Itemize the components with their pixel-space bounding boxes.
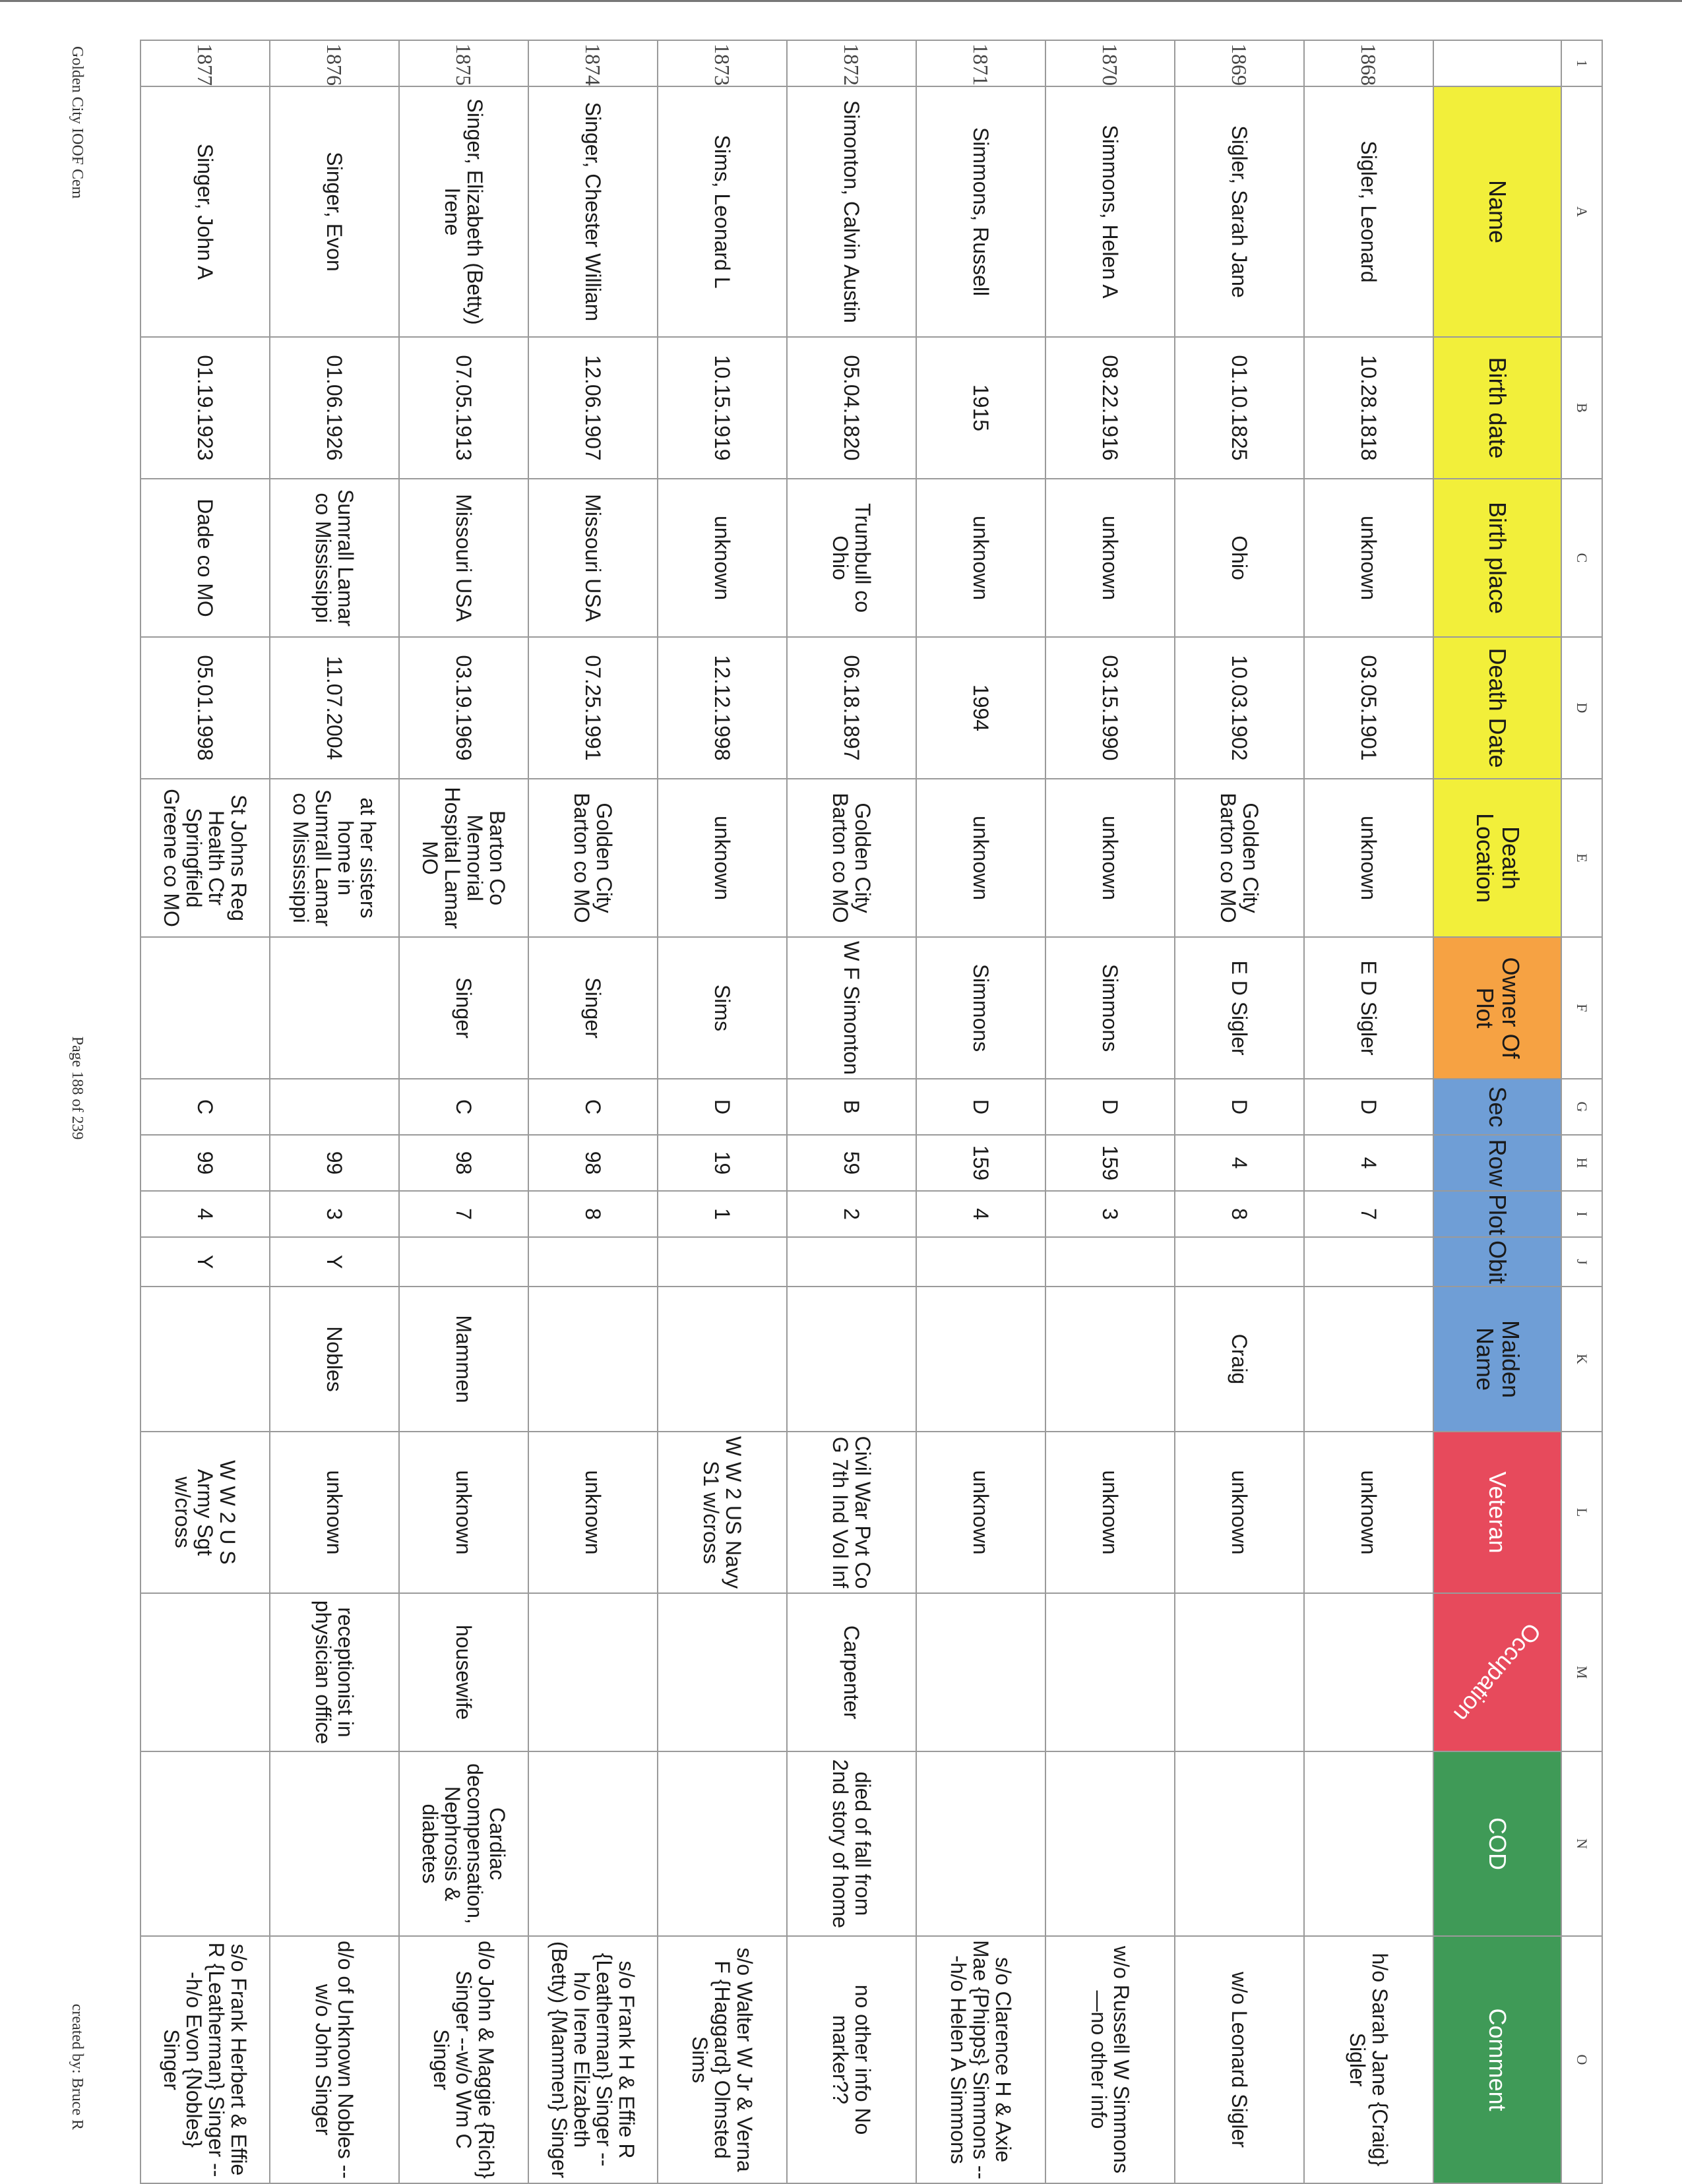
cell-sec [270,1079,399,1135]
cell-obit [1175,1237,1304,1287]
cell-death-location: unknown [916,779,1045,937]
cell-death-location: Barton Co Memorial Hospital Lamar MO [399,779,528,937]
header-veteran: Veteran [1433,1432,1561,1593]
cell-sec: C [140,1079,270,1135]
cell-row: 99 [140,1135,270,1191]
row-number: 1870 [1045,40,1175,86]
cell-owner: Simmons [916,937,1045,1079]
row-number: 1875 [399,40,528,86]
cell-birth-date: 01.06.1926 [270,337,399,479]
cell-occupation [916,1593,1045,1751]
header-owner-of-plot: Owner Of Plot [1433,937,1561,1079]
cell-owner: W F Simonton [787,937,916,1079]
cell-maiden: Craig [1175,1287,1304,1432]
cell-birth-place: Ohio [1175,479,1304,637]
cell-cod [658,1751,787,1936]
cell-comment: d/o of Unknown Nobles --w/o John Singer [270,1936,399,2183]
cell-obit: Y [140,1237,270,1287]
cell-plot: 1 [658,1191,787,1237]
cell-cod [270,1751,399,1936]
cell-birth-place: Sumrall Lamar co Mississippi [270,479,399,637]
column-letter: M [1561,1593,1602,1751]
cell-plot: 7 [399,1191,528,1237]
cell-occupation [140,1593,270,1751]
cell-cod: Cardiac decompensation, Nephrosis & diabetes [399,1751,528,1936]
cell-death-location: at her sisters home in Sumrall Lamar co Mississippi [270,779,399,937]
cell-veteran: unknown [1175,1432,1304,1593]
cell-birth-place: Missouri USA [399,479,528,637]
cell-owner: Singer [528,937,658,1079]
column-letter: I [1561,1191,1602,1237]
cell-occupation [1175,1593,1304,1751]
cell-birth-place: unknown [1045,479,1175,637]
cell-maiden [658,1287,787,1432]
footer-credit: created by: Bruce R [69,2003,86,2130]
cell-name: Simmons, Russell [916,86,1045,337]
cell-birth-place: unknown [658,479,787,637]
row-number: 1872 [787,40,916,86]
cell-name: Singer, John A [140,86,270,337]
cell-death-date: 03.05.1901 [1304,637,1433,779]
cell-sec: D [916,1079,1045,1135]
cell-sec: D [1045,1079,1175,1135]
cell-birth-date: 07.05.1913 [399,337,528,479]
cell-sec: D [1175,1079,1304,1135]
cell-comment: s/o Frank Herbert & Effie R {Leatherman} Singer ---h/o Evon {Nobles} Singer [140,1936,270,2183]
cell-row: 19 [658,1135,787,1191]
cell-death-location: Golden City Barton co MO [787,779,916,937]
cell-obit [399,1237,528,1287]
cell-maiden: Nobles [270,1287,399,1432]
cell-veteran: unknown [916,1432,1045,1593]
cell-maiden [916,1287,1045,1432]
header-row [1433,40,1561,2183]
cell-death-date: 10.03.1902 [1175,637,1304,779]
cell-obit: Y [270,1237,399,1287]
row-number: 1871 [916,40,1045,86]
row-number: 1868 [1304,40,1433,86]
cell-death-date: 03.15.1990 [1045,637,1175,779]
cell-owner: Singer [399,937,528,1079]
header-occupation [1433,1593,1561,1751]
cell-row: 4 [1304,1135,1433,1191]
cell-owner [270,937,399,1079]
header-comment: Comment [1433,1936,1561,2183]
cell-birth-date: 08.22.1916 [1045,337,1175,479]
cell-comment: w/o Russell W Simmons —no other info [1045,1936,1175,2183]
cell-maiden: Mammen [399,1287,528,1432]
cell-name: Singer, Chester William [528,86,658,337]
header-row: Row [1433,1135,1561,1191]
table-row [270,40,399,2183]
cell-row: 159 [916,1135,1045,1191]
cell-cod [916,1751,1045,1936]
cell-obit [787,1237,916,1287]
header-birth-date: Birth date [1433,337,1561,479]
cell-occupation [1304,1593,1433,1751]
cell-comment: d/o John & Maggie {Rich} Singer --w/o Wm C Singer [399,1936,528,2183]
header-cod: COD [1433,1751,1561,1936]
cell-birth-date: 12.06.1907 [528,337,658,479]
row-number: 1874 [528,40,658,86]
cell-cod [528,1751,658,1936]
cell-veteran: unknown [399,1432,528,1593]
cell-name: Singer, Elizabeth (Betty) Irene [399,86,528,337]
cell-name: Sims, Leonard L [658,86,787,337]
footer-page-number: Page 188 of 239 [69,1036,86,1140]
cell-maiden [1045,1287,1175,1432]
cell-sec: C [399,1079,528,1135]
cell-veteran: unknown [270,1432,399,1593]
column-letter: J [1561,1237,1602,1287]
column-letter: E [1561,779,1602,937]
cell-cod [140,1751,270,1936]
column-letter: H [1561,1135,1602,1191]
cell-veteran: W W 2 US Navy S1 w/cross [658,1432,787,1593]
cell-owner: E D Sigler [1304,937,1433,1079]
cell-occupation: housewife [399,1593,528,1751]
cell-veteran: unknown [1045,1432,1175,1593]
cell-death-location: unknown [658,779,787,937]
row-number: 1869 [1175,40,1304,86]
cell-veteran: W W 2 U S Army Sgt w/cross [140,1432,270,1593]
row-number: 1877 [140,40,270,86]
column-letter: F [1561,937,1602,1079]
cell-cod [1175,1751,1304,1936]
cell-veteran: unknown [1304,1432,1433,1593]
cell-birth-place: Missouri USA [528,479,658,637]
cemetery-spreadsheet [140,40,1603,2184]
cell-birth-date: 05.04.1820 [787,337,916,479]
column-letter: C [1561,479,1602,637]
cell-occupation [528,1593,658,1751]
header-death-date: Death Date [1433,637,1561,779]
cell-name: Sigler, Sarah Jane [1175,86,1304,337]
cell-row: 159 [1045,1135,1175,1191]
cell-death-date: 07.25.1991 [528,637,658,779]
header-death-location: Death Location [1433,779,1561,937]
cell-comment: s/o Walter W Jr & Verna F {Haggard} Olmsted Sims [658,1936,787,2183]
cell-comment: s/o Frank H & Effie R {Leatherman} Singer --h/o Irene Elizabeth (Betty) {Mammen} Singer [528,1936,658,2183]
table-row [1045,40,1175,2183]
column-letter: L [1561,1432,1602,1593]
cell-owner: E D Sigler [1175,937,1304,1079]
cell-occupation [658,1593,787,1751]
table-row [399,40,528,2183]
header-plot: Plot [1433,1191,1561,1237]
cell-name: Simonton, Calvin Austin [787,86,916,337]
cell-birth-date: 10.15.1919 [658,337,787,479]
cell-birth-date: 01.19.1923 [140,337,270,479]
cell-occupation: receptionist in physician office [270,1593,399,1751]
cell-sec: B [787,1079,916,1135]
header-maiden-name: Maiden Name [1433,1287,1561,1432]
cell-owner: Simmons [1045,937,1175,1079]
column-letter: N [1561,1751,1602,1936]
column-letter: A [1561,86,1602,337]
header-name: Name [1433,86,1561,337]
cell-owner: Sims [658,937,787,1079]
cell-plot: 4 [916,1191,1045,1237]
cell-obit [916,1237,1045,1287]
cell-cod [1045,1751,1175,1936]
cell-row: 99 [270,1135,399,1191]
cell-birth-place: unknown [1304,479,1433,637]
cell-death-date: 12.12.1998 [658,637,787,779]
table-row [916,40,1045,2183]
cell-plot: 7 [1304,1191,1433,1237]
cell-death-location: Golden City Barton co MO [1175,779,1304,937]
column-letter: B [1561,337,1602,479]
cell-death-date: 03.19.1969 [399,637,528,779]
cell-maiden [787,1287,916,1432]
header-rownum-blank [1433,40,1561,86]
table-row [1304,40,1433,2183]
cell-birth-place: unknown [916,479,1045,637]
cell-plot: 3 [1045,1191,1175,1237]
cell-death-location: unknown [1304,779,1433,937]
cell-comment: h/o Sarah Jane {Craig} Sigler [1304,1936,1433,2183]
cell-death-location: St Johns Reg Health Ctr Springfield Greene co MO [140,779,270,937]
cell-owner [140,937,270,1079]
cell-sec: C [528,1079,658,1135]
corner-cell: 1 [1561,40,1602,86]
cell-death-date: 11.07.2004 [270,637,399,779]
cell-birth-date: 01.10.1825 [1175,337,1304,479]
row-number: 1876 [270,40,399,86]
cell-comment: s/o Clarence H & Axie Mae {Phipps} Simmons ---h/o Helen A Simmons [916,1936,1045,2183]
cell-plot: 2 [787,1191,916,1237]
cell-obit [528,1237,658,1287]
cell-obit [658,1237,787,1287]
column-letter: G [1561,1079,1602,1135]
cell-death-date: 06.18.1897 [787,637,916,779]
column-letter: D [1561,637,1602,779]
table-row [787,40,916,2183]
cell-birth-place: Trumbull co Ohio [787,479,916,637]
table-row [658,40,787,2183]
cell-maiden [528,1287,658,1432]
cell-cod [1304,1751,1433,1936]
table-row [140,40,270,2183]
cell-comment: no other info No marker?? [787,1936,916,2183]
column-letters-row [1561,40,1602,2183]
cell-row: 98 [528,1135,658,1191]
cell-death-date: 1994 [916,637,1045,779]
cell-name: Singer, Evon [270,86,399,337]
cell-plot: 8 [528,1191,658,1237]
table-row [528,40,658,2183]
cell-plot: 8 [1175,1191,1304,1237]
header-occupation-label: Occupation [1448,1618,1547,1728]
cell-birth-date: 1915 [916,337,1045,479]
cell-comment: w/o Leonard Sigler [1175,1936,1304,2183]
column-letter: K [1561,1287,1602,1432]
header-sec: Sec [1433,1079,1561,1135]
cell-occupation [1045,1593,1175,1751]
cell-plot: 4 [140,1191,270,1237]
cell-birth-place: Dade co MO [140,479,270,637]
cell-obit [1304,1237,1433,1287]
row-number: 1873 [658,40,787,86]
cell-row: 4 [1175,1135,1304,1191]
footer-left: Golden City IOOF Cem [69,46,86,199]
cell-birth-date: 10.28.1818 [1304,337,1433,479]
cell-occupation: Carpenter [787,1593,916,1751]
header-obit: Obit [1433,1237,1561,1287]
cell-death-location: Golden City Barton co MO [528,779,658,937]
cell-sec: D [1304,1079,1433,1135]
cell-row: 59 [787,1135,916,1191]
cell-cod: died of fall from 2nd story of home [787,1751,916,1936]
cell-veteran: Civil War Pvt Co G 7th Ind Vol Inf [787,1432,916,1593]
cell-plot: 3 [270,1191,399,1237]
cell-obit [1045,1237,1175,1287]
cell-death-location: unknown [1045,779,1175,937]
cell-name: Sigler, Leonard [1304,86,1433,337]
cell-veteran: unknown [528,1432,658,1593]
cell-maiden [1304,1287,1433,1432]
column-letter: O [1561,1936,1602,2183]
header-birth-place: Birth place [1433,479,1561,637]
cell-sec: D [658,1079,787,1135]
table-row [1175,40,1304,2183]
cell-maiden [140,1287,270,1432]
cell-death-date: 05.01.1998 [140,637,270,779]
cell-row: 98 [399,1135,528,1191]
cell-name: Simmons, Helen A [1045,86,1175,337]
